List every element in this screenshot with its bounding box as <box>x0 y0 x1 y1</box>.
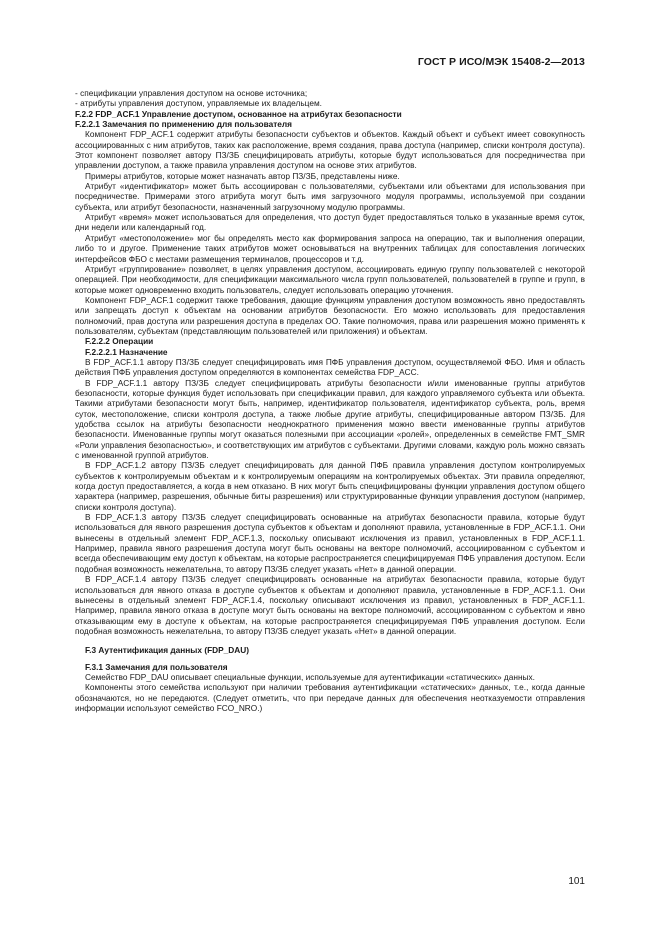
paragraph: Компоненты этого семейства используют при наличии требования аутентификации «статических» данных, т.е., когда данные обозначаются, но не передаются. (Следует отметить, что при передаче данных для обеспечения неотказуемости отправления информации используют семейство FCO_NRO.) <box>75 682 585 713</box>
paragraph: В FDP_ACF.1.3 автору ПЗ/ЗБ следует специфицировать основанные на атрибутах безопасности правила, которые будут использоваться для явного разрешения доступа субъектов к объектам и дополняют правила, установленные в FDP_ACF.1.1. Они вынесены в отдельный элемент FDP_ACF.1.3, поскольку описывают исключения из правил, установленных в FDP_ACF.1.1. Например, правила явного разрешения доступа могут быть основаны на векторе полномочий, ассоциированном с субъектом и всегда обеспечивающим ему доступ к объектам, на которые распространяется специфицируемая ПФБ управления доступом. Если подобная возможность нежелательна, то автору ПЗ/ЗБ следует указать «Нет» в данной операции. <box>75 512 585 574</box>
paragraph: В FDP_ACF.1.4 автору ПЗ/ЗБ следует специфицировать основанные на атрибутах безопасности правила, которые будут использоваться для явного отказа в доступе субъектов к объектам и дополняют правила, установленные в FDP_ACF.1.1. Они вынесены в отдельный элемент FDP_ACF.1.4, поскольку описывают исключения из правил, установленных в FDP_ACF.1.1. Например, правила явного отказа в доступе могут быть основаны на векторе полномочий, ассоциированном с субъектом и явно отказывающим ему в доступе к объектам, на которые распространяется специфицируемая ПФБ управления доступом. Если подобная возможность нежелательна, то автору ПЗ/ЗБ следует указать «Нет» в данной операции. <box>75 574 585 636</box>
paragraph: Примеры атрибутов, которые может назначать автор ПЗ/ЗБ, представлены ниже. <box>85 170 400 181</box>
list-item-source-access: - спецификации управления доступом на основе источника; <box>75 88 308 98</box>
list-item-owner-attributes: - атрибуты управления доступом, управляемые их владельцем. <box>75 98 322 109</box>
subsection-heading-f-3-1: F.3.1 Замечания для пользователя <box>85 661 228 672</box>
paragraph: Семейство FDP_DAU описывает специальные функции, используемые для аутентификации «статических» данных. <box>85 671 535 682</box>
subsection-heading-f-2-2-1: F.2.2.1 Замечания по применению для пользователя <box>75 119 293 130</box>
paragraph: В FDP_ACF.1.1 автору ПЗ/ЗБ следует специфицировать атрибуты безопасности и/или именованные группы атрибутов безопасности, которые функция будет использовать при спецификации правил, для каждого управляемого субъекта или объекта. Такими атрибутами безопасности могут быть, например, идентификатор пользователя, идентификатор субъекта, роль, время суток, местоположение, списки контроля доступа, а также любые другие атрибуты, специфицированные автором ПЗ/ЗБ. Для удобства ссылок на атрибуты безопасности неоднократного применения можно ввести именованные группы атрибутов безопасности. Именованные группы могут оказаться полезными при ассоциации «ролей», определенных в семействе FMT_SMR «Роли управления безопасностью», и соответствующих им атрибутов с субъектами. Другими словами, каждую роль можно связать с именованной группой атрибутов. <box>75 377 585 461</box>
page-number: 101 <box>568 876 585 887</box>
paragraph: В FDP_ACF.1.1 автору ПЗ/ЗБ следует специфицировать имя ПФБ управления доступом, осуществляемой ФБО. Имя и область действия ПФБ управления доступом определяются в компонентах семейства FDP_ACC. <box>75 356 585 378</box>
paragraph: Компонент FDP_ACF.1 содержит также требования, дающие функциям управления доступом возможность явно предоставлять или запрещать доступ к объектам на основании атрибутов безопасности. Его можно использовать для предоставления полномочий, прав доступа или разрешения доступа в пределах ОО. Такие полномочия, права или разрешения можно применять к пользователям, субъектам (представляющим пользователей или приложения) и объектам. <box>75 294 585 336</box>
paragraph: Атрибут «идентификатор» может быть ассоциирован с пользователями, субъектами или объектами для использования при посредничестве. Примерами этого атрибута могут быть имя загрузочного модуля программы, используемой при создании субъекта, или атрибут безопасности, назначенный загрузочному модулю программы. <box>75 181 585 212</box>
subsection-heading-f-2-2-2-1: F.2.2.2.1 Назначение <box>85 346 168 357</box>
standard-header: ГОСТ Р ИСО/МЭК 15408-2—2013 <box>417 56 585 68</box>
subsection-heading-f-2-2-2: F.2.2.2 Операции <box>85 336 154 347</box>
section-heading-f-2-2: F.2.2 FDP_ACF.1 Управление доступом, основанное на атрибутах безопасности <box>75 108 402 119</box>
paragraph: Атрибут «местоположение» мог бы определять место как формирования запроса на операцию, так и выполнения операции, либо то и другое. Применение таких атрибутов может основываться на внутренних таблицах для сопоставления логических интерфейсов ФБО с местами размещения терминалов, процессоров и т.д. <box>75 232 585 264</box>
paragraph: Атрибут «группирование» позволяет, в целях управления доступом, ассоциировать единую группу пользователей с некоторой операцией. При необходимости, для спецификации максимального числа групп пользователей, пользователей в группе и групп, в которые может одновременно входить пользователь, следует использовать операцию уточнения. <box>75 263 585 295</box>
paragraph: В FDP_ACF.1.2 автору ПЗ/ЗБ следует специфицировать для данной ПФБ правила управления доступом контролируемых субъектов к контролируемым объектам и к контролируемым операциям на контролируемых объектах. Эти правила определяют, когда доступ предоставляется, а когда в нем отказано. В них могут быть специфицированы функции управления доступом общего характера (например, разрешения, обычные биты разрешения) или структурированные функции управления доступом (например, списки контроля доступа). <box>75 460 585 512</box>
section-heading-f-3: F.3 Аутентификация данных (FDP_DAU) <box>85 645 250 656</box>
page-content <box>75 88 585 713</box>
paragraph: Компонент FDP_ACF.1 содержит атрибуты безопасности субъектов и объектов. Каждый объект и субъект имеет совокупность ассоциированных с ним атрибутов, таких как расположение, время создания, права доступа (например, списки контроля доступа). Этот компонент позволяет автору ПЗ/ЗБ специфицировать атрибуты, которые будут использоваться для посредничества при управлении доступом, а также правила управления доступом на основе этих атрибутов. <box>75 129 585 171</box>
paragraph: Атрибут «время» может использоваться для определения, что доступ будет предоставляться только в указанные время суток, дни недели или календарный год. <box>75 212 585 233</box>
